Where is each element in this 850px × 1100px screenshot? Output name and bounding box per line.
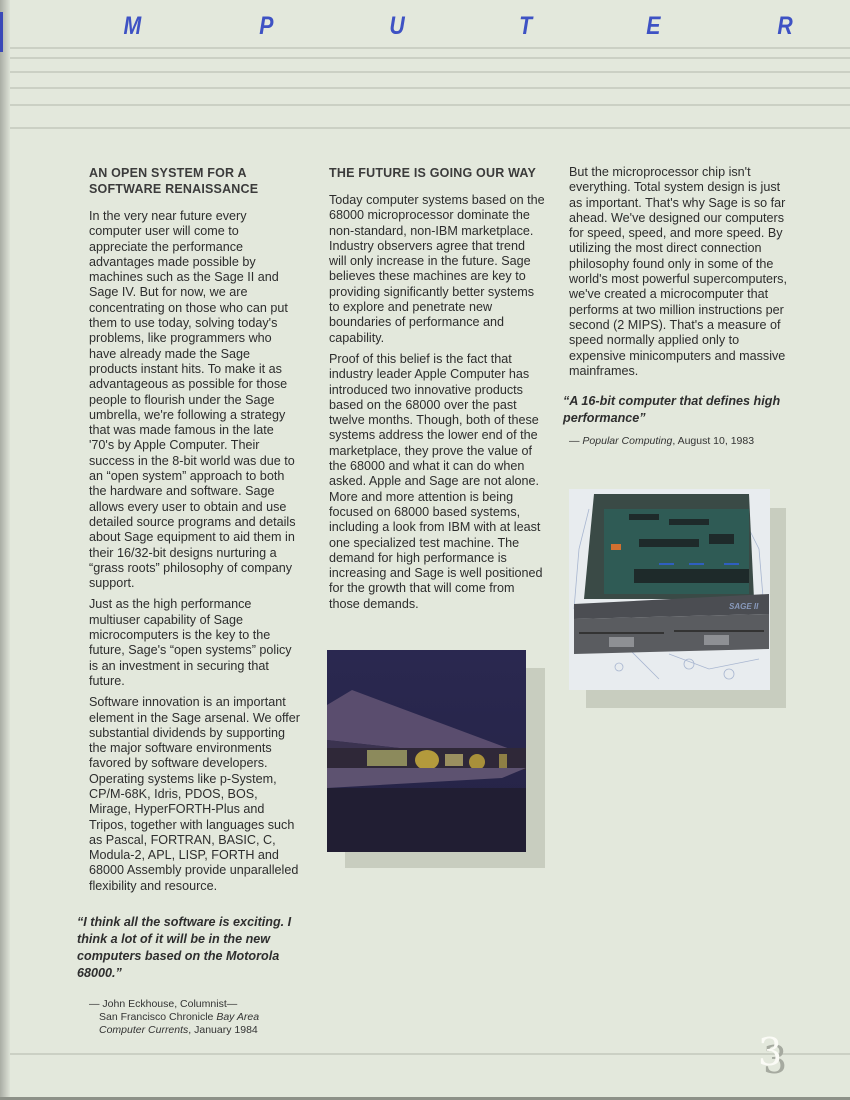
rule: [10, 104, 850, 106]
section-heading: [89, 165, 301, 197]
page-spine: [0, 0, 10, 1100]
svg-text:SAGE II: SAGE II: [729, 602, 759, 611]
cite-publication: Bay Area: [216, 1011, 260, 1024]
pull-quote: “I think all the software is exciting. I think a lot of it will be in the new computers based on the Motorola 68000.”: [77, 915, 292, 981]
paragraph: But the microprocessor chip isn't everything. Total system design is just as important. That's why Sage is so far ahead. We've designed our computers for speed, speed, and more speed. By utilizing the most direct connection philosophy found only in some of the world's most powerful supercomputers, we've created a microcomputer that performs at two million instructions per second (2 MIPS). That's a measure of speed normally applied only to expensive minicomputers and massive mainframes.: [569, 165, 787, 378]
cite-line: — John Eckhouse, Columnist—: [89, 998, 238, 1011]
header-letter: U: [389, 12, 405, 40]
section-heading: THE FUTURE IS GOING OUR WAY: [329, 166, 537, 180]
cite-text: San Francisco Chronicle: [99, 1011, 217, 1024]
paragraph: In the very near future every computer user will come to appreciate the performance advantages made possible by machines such as the Sage II and Sage IV. But for now, we are concentrating on those who can put them to use today, solving today's problems, like programmers who have already made the Sage products instant hits. To make it as advantageous as possible for those people to flourish under the Sage umbrella, we're following a strategy that was made famous in the late '70's by Apple Computer. Their success in the 8-bit world was due to an “open system” approach to both the hardware and software. Sage allows every user to obtain and use detailed source programs and details about Sage equipment to aid them in their 16/32-bit designs nurturing a “grass roots” philosophy of company support.: [89, 209, 296, 591]
rule: [10, 57, 850, 59]
building-photo: [327, 650, 526, 852]
quote-citation: [569, 435, 791, 448]
rule: [10, 127, 850, 129]
rule: [10, 71, 850, 73]
cite-date: , August 10, 1983: [672, 435, 755, 448]
paragraph: Today computer systems based on the 68000 microprocessor dominate the non-standard, non-IBM marketplace. Industry observers agree that trend will only increase in the future. Sage believes these machines are key to providing significantly better systems to explore and penetrate new boundaries of performance and capability.: [329, 193, 545, 345]
paragraph: Software innovation is an important element in the Sage arsenal. We offer substantial dividends by supporting the major software environments favored by software developers. Operating systems like p-System, CP/M-68K, Idris, PDOS, BOS, Mirage, HyperFORTH-Plus and Tripos, together with languages such as Pascal, FORTRAN, BASIC, C, Modula-2, APL, LISP, FORTH and 68000 Assembly provide unparalleled flexibility and resource.: [89, 695, 300, 893]
cite-publication: Popular Computing: [582, 435, 673, 448]
heading-line: AN OPEN SYSTEM FOR A: [89, 166, 247, 180]
header-letter: P: [259, 12, 274, 40]
column-1: [77, 165, 301, 1037]
cite-date: , January 1984: [188, 1024, 258, 1037]
header-letter: M: [123, 12, 142, 40]
cite-publication: Computer Currents: [99, 1024, 189, 1037]
sage-computer-image: [569, 489, 770, 690]
header-letter: R: [777, 12, 793, 40]
column-2: [329, 165, 545, 618]
rule: [10, 47, 850, 49]
paragraph: Proof of this belief is the fact that industry leader Apple Computer has introduced two innovative products based on the 68000 over the past twelve months. Though, both of these systems address the lower end of the marketplace, they prove the value of the 68000 and what it can do when asked. Apple and Sage are not alone. More and more attention is being focused on 68000 based systems, including a look from IBM with at least one specialized test machine. The demand for high performance is increasing and Sage is well positioned for the growth that will come from those demands.: [329, 351, 543, 611]
header-letter: T: [519, 12, 533, 40]
quote-citation: [89, 998, 301, 1037]
paragraph: Just as the high performance multiuser capability of Sage microcomputers is the key to the future, Sage's “open systems” policy is an investment in securing that future.: [89, 597, 292, 688]
rule: [10, 1053, 850, 1055]
header-letter: E: [646, 12, 661, 40]
building-night-image: [327, 650, 526, 852]
column-3: [563, 165, 791, 448]
previous-page-letter-edge: [0, 12, 3, 52]
heading-line: SOFTWARE RENAISSANCE: [89, 182, 259, 196]
pull-quote: “A 16-bit computer that defines high performance”: [563, 394, 781, 426]
computer-photo: [569, 489, 770, 690]
rule: [10, 87, 850, 89]
cite-dash: —: [569, 435, 583, 448]
page-number: 3: [758, 1030, 783, 1074]
